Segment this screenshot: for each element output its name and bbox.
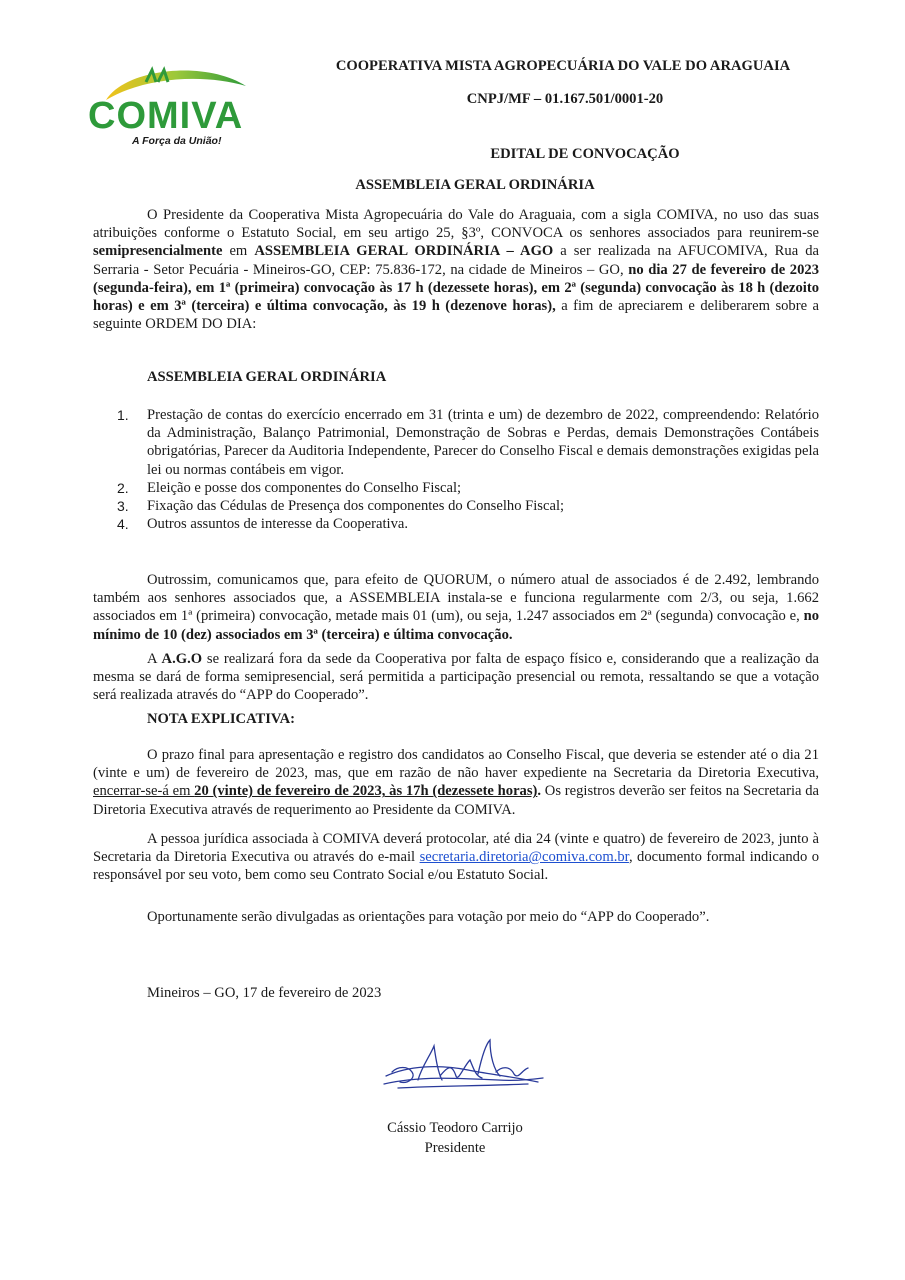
intro-bold-ago: ASSEMBLEIA GERAL ORDINÁRIA – AGO xyxy=(254,243,554,260)
ago-note-text: se realizará fora da sede da Cooperativa por falta de espaço físico e, considerando que a realização da mesma se dará de forma semipresencial, será permitida a participação presencial ou remota, ressaltando se que a votação será realizada através do “APP do Cooperado”. xyxy=(93,651,819,704)
logo-tagline: A Força da União! xyxy=(132,135,222,147)
intro-text: a fim de apreciarem e deliberarem sobre a seguinte ORDEM DO DIA: xyxy=(93,298,820,333)
quorum-bold: no mínimo de 10 (dez) associados em 3ª (terceira) e última convocação. xyxy=(93,608,819,643)
intro-text: em xyxy=(222,243,255,260)
app-text: Oportunamente serão divulgadas as orientações para votação por meio do “APP do Cooperado”. xyxy=(147,909,710,925)
signer-block xyxy=(340,1118,570,1158)
quorum-text: Outrossim, comunicamos que, para efeito de QUORUM, o número atual de associados é de 2.492, lembrando também aos senhores associados que, a ASSEMBLEIA instala-se e funciona regularmente com 2/3, ou seja, 1.662 associados em 1ª (primeira) convocação, metade mais 01 (um), ou seja, 1.247 associados em 2ª (segunda) convocação e, xyxy=(93,572,819,625)
email-link[interactable]: secretaria.diretoria@comiva.com.br xyxy=(419,849,629,866)
agenda-item xyxy=(117,515,819,533)
signature-graphic xyxy=(378,1036,548,1100)
intro-text: O Presidente da Cooperativa Mista Agropecuária do Vale do Araguaia, com a sigla COMIVA, no uso das suas atribuições conforme o Estatuto Social, em seu artigo 25, §3º, CONVOCA os senhores associados para reunirem-se xyxy=(93,207,819,242)
org-name: COOPERATIVA MISTA AGROPECUÁRIA DO VALE DO ARAGUAIA xyxy=(335,58,791,74)
ago-note-text: A xyxy=(147,651,162,667)
comiva-logo-graphic xyxy=(86,62,292,148)
juridica-text: A pessoa jurídica associada à COMIVA deverá protocolar, até dia 24 (vinte e quatro) de fevereiro de 2023, junto à Secretaria da Diretoria Executiva ou através do e-mail xyxy=(93,831,819,866)
intro-bold-schedule: no dia 27 de fevereiro de 2023 (segunda-feira), em 1ª (primeira) convocação às 17 h (dezessete horas), em 2ª (segunda) convocação às 18 h (dezoito horas) e em 3ª (terceira) e última convocação, às 19 h (dezenove horas), xyxy=(93,261,819,315)
agenda-item xyxy=(117,497,819,515)
nota-text: O prazo final para apresentação e registro dos candidatos ao Conselho Fiscal, que deveria se estender até o dia 21 (vinte e um) de fevereiro de 2023, mas, que em razão de não haver expediente na Secretaria da Diretoria Executiva, xyxy=(93,747,819,782)
agenda-list xyxy=(117,406,819,533)
agenda-item-number: 2. xyxy=(117,479,129,496)
agenda-item-number: 3. xyxy=(117,498,129,515)
assembly-title: ASSEMBLEIA GERAL ORDINÁRIA xyxy=(355,177,595,193)
app-paragraph xyxy=(93,908,819,926)
agenda-item-text: Outros assuntos de interesse da Cooperativa. xyxy=(147,516,409,533)
nota-paragraph xyxy=(93,746,819,819)
quorum-paragraph xyxy=(93,571,819,644)
nota-period: . xyxy=(537,783,542,800)
agenda-item xyxy=(117,479,819,497)
nota-underline: encerrar-se-á em xyxy=(93,783,195,800)
signer-role: Presidente xyxy=(424,1140,486,1156)
comiva-logo xyxy=(86,62,292,148)
intro-paragraph xyxy=(93,206,819,333)
agenda-item-number: 1. xyxy=(117,407,129,423)
signer-name: Cássio Teodoro Carrijo xyxy=(387,1120,523,1136)
agenda-item-text: Prestação de contas do exercício encerrado em 31 (trinta e um) de dezembro de 2022, compreendendo: Relatório da Administração, Balanço Patrimonial, Demonstração de Sobras e Perdas, demais Demonstrações Contábeis obrigatórias, Parecer da Auditoria Independente, Parecer do Conselho Fiscal e demais demonstrações exigidas pela lei ou normas contábeis em vigor. xyxy=(147,407,819,478)
ago-note-paragraph xyxy=(93,650,819,705)
juridica-text: , documento formal indicando o responsável por seu voto, bem como seu Contrato Social e/ou Estatuto Social. xyxy=(93,849,819,884)
juridica-paragraph xyxy=(93,830,819,885)
cnpj: CNPJ/MF – 01.167.501/0001-20 xyxy=(466,91,664,107)
agenda-item xyxy=(117,406,819,479)
agenda-item-text: Eleição e posse dos componentes do Conselho Fiscal; xyxy=(147,479,462,496)
ago-note-bold: A.G.O xyxy=(161,651,203,667)
doc-title: EDITAL DE CONVOCAÇÃO xyxy=(490,146,680,162)
agenda-item-number: 4. xyxy=(117,516,129,533)
intro-bold-mode: semipresencialmente xyxy=(93,243,223,260)
agenda-heading: ASSEMBLEIA GERAL ORDINÁRIA xyxy=(147,369,387,385)
agenda-item-text: Fixação das Cédulas de Presença dos componentes do Conselho Fiscal; xyxy=(147,498,565,515)
nota-text: Os registros deverão ser feitos na Secretaria da Diretoria Executiva através de requerimento ao Presidente da COMIVA. xyxy=(93,783,819,818)
logo-wordmark: COMIVA xyxy=(88,95,244,137)
nota-deadline: 20 (vinte) de fevereiro de 2023, às 17h (dezessete horas) xyxy=(194,783,538,800)
nota-heading: NOTA EXPLICATIVA: xyxy=(147,711,295,727)
intro-text: a ser realizada na AFUCOMIVA, Rua da Serraria - Setor Pecuária - Mineiros-GO, CEP: 75.836-172, na cidade de Mineiros – GO, xyxy=(93,243,819,278)
place-date: Mineiros – GO, 17 de fevereiro de 2023 xyxy=(147,985,382,1001)
signature xyxy=(378,1036,548,1100)
